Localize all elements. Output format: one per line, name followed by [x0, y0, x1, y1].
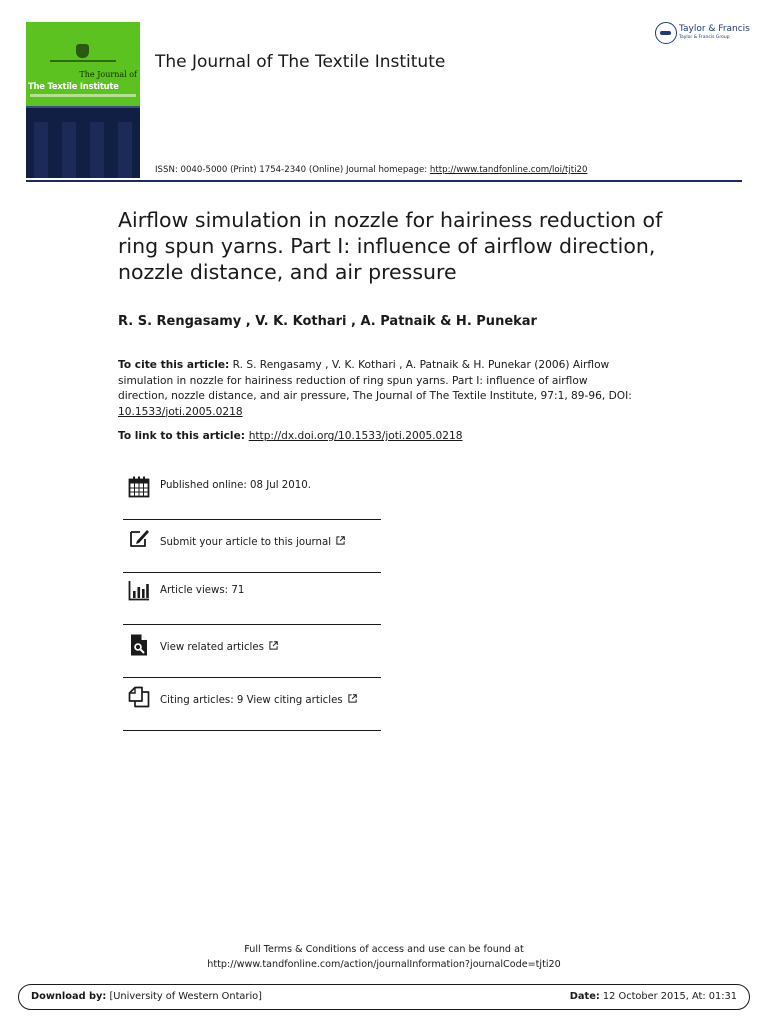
issn-line	[155, 165, 587, 175]
journal-title: The Journal of The Textile Institute	[155, 52, 446, 72]
terms-url-link[interactable]: http://www.tandfonline.com/action/journalInformation?journalCode=tjti20	[207, 959, 561, 970]
cover-strip	[30, 94, 136, 97]
row-divider	[123, 730, 381, 731]
journal-cover-image	[26, 22, 140, 178]
published-online-row	[123, 468, 381, 520]
document-search-icon	[128, 634, 150, 656]
download-info-bar	[18, 984, 750, 1010]
terms-notice	[0, 942, 768, 972]
cover-column	[90, 122, 104, 178]
cover-column	[34, 122, 48, 178]
header-rule	[26, 180, 742, 182]
date-label: Date:	[569, 991, 600, 1002]
journal-homepage-link[interactable]: http://www.tandfonline.com/loi/tjti20	[429, 165, 588, 175]
article-title: Airflow simulation in nozzle for hairiness reduction of ring spun yarns. Part I: influence of airflow direction, nozzle distance, and air pressure	[118, 208, 663, 284]
article-doi-url-link[interactable]: http://dx.doi.org/10.1533/joti.2005.0218	[248, 430, 463, 442]
cite-text: R. S. Rengasamy , V. K. Kothari , A. Patnaik & H. Punekar (2006) Airflow simulation in nozzle for hairiness reduction of ring spun yarns. Part I: influence of airflow direction, nozzle distance, and air pressure, The Journal of The Textile Institute, 97:1, 89-96, DOI:	[118, 359, 632, 403]
cite-label: To cite this article:	[118, 359, 230, 371]
cover-line	[26, 106, 140, 108]
related-articles-text: View related articles	[160, 642, 264, 653]
cover-small-text: The Journal of	[79, 70, 137, 79]
bar-chart-icon	[128, 580, 150, 602]
link-label: To link to this article:	[118, 430, 249, 442]
related-articles-link[interactable]	[160, 641, 278, 653]
citation-block	[118, 358, 638, 420]
citing-articles-row[interactable]	[123, 678, 381, 731]
external-link-icon	[348, 694, 357, 703]
publisher-group: Taylor & Francis Group	[679, 35, 730, 40]
related-articles-row[interactable]	[123, 625, 381, 678]
external-link-icon	[336, 536, 345, 545]
article-views-row	[123, 573, 381, 625]
download-label: Download by:	[31, 991, 107, 1002]
submit-article-row[interactable]	[123, 520, 381, 573]
issn-text: ISSN: 0040-5000 (Print) 1754-2340 (Online) Journal homepage:	[155, 165, 430, 175]
terms-line-1: Full Terms & Conditions of access and use can be found at	[244, 944, 524, 955]
citing-documents-icon	[128, 686, 150, 708]
edit-icon	[128, 527, 150, 549]
citing-articles-text: Citing articles: 9 View citing articles	[160, 695, 343, 706]
download-value: [University of Western Ontario]	[106, 991, 262, 1002]
article-link-line	[118, 430, 463, 442]
external-link-icon	[269, 641, 278, 650]
cover-crest-icon	[76, 44, 89, 58]
publisher-name: Taylor & Francis	[679, 24, 750, 34]
cover-big-text: The Textile Institute	[28, 81, 119, 91]
citing-articles-link[interactable]	[160, 694, 357, 706]
doi-link[interactable]: 10.1533/joti.2005.0218	[118, 405, 243, 418]
article-authors: R. S. Rengasamy , V. K. Kothari , A. Patnaik & H. Punekar	[118, 314, 537, 329]
download-date	[570, 991, 737, 1002]
date-value: 12 October 2015, At: 01:31	[599, 991, 737, 1002]
publisher-logo-icon	[655, 22, 677, 44]
published-online-text: Published online: 08 Jul 2010.	[160, 480, 311, 491]
submit-article-link[interactable]	[160, 536, 345, 548]
publisher-logo[interactable]	[655, 22, 750, 48]
cover-column	[62, 122, 76, 178]
cover-column	[118, 122, 132, 178]
article-views-text: Article views: 71	[160, 585, 245, 596]
calendar-icon	[128, 476, 150, 498]
submit-article-text: Submit your article to this journal	[160, 537, 332, 548]
cover-crest-caption	[50, 60, 116, 62]
download-by	[31, 991, 262, 1002]
